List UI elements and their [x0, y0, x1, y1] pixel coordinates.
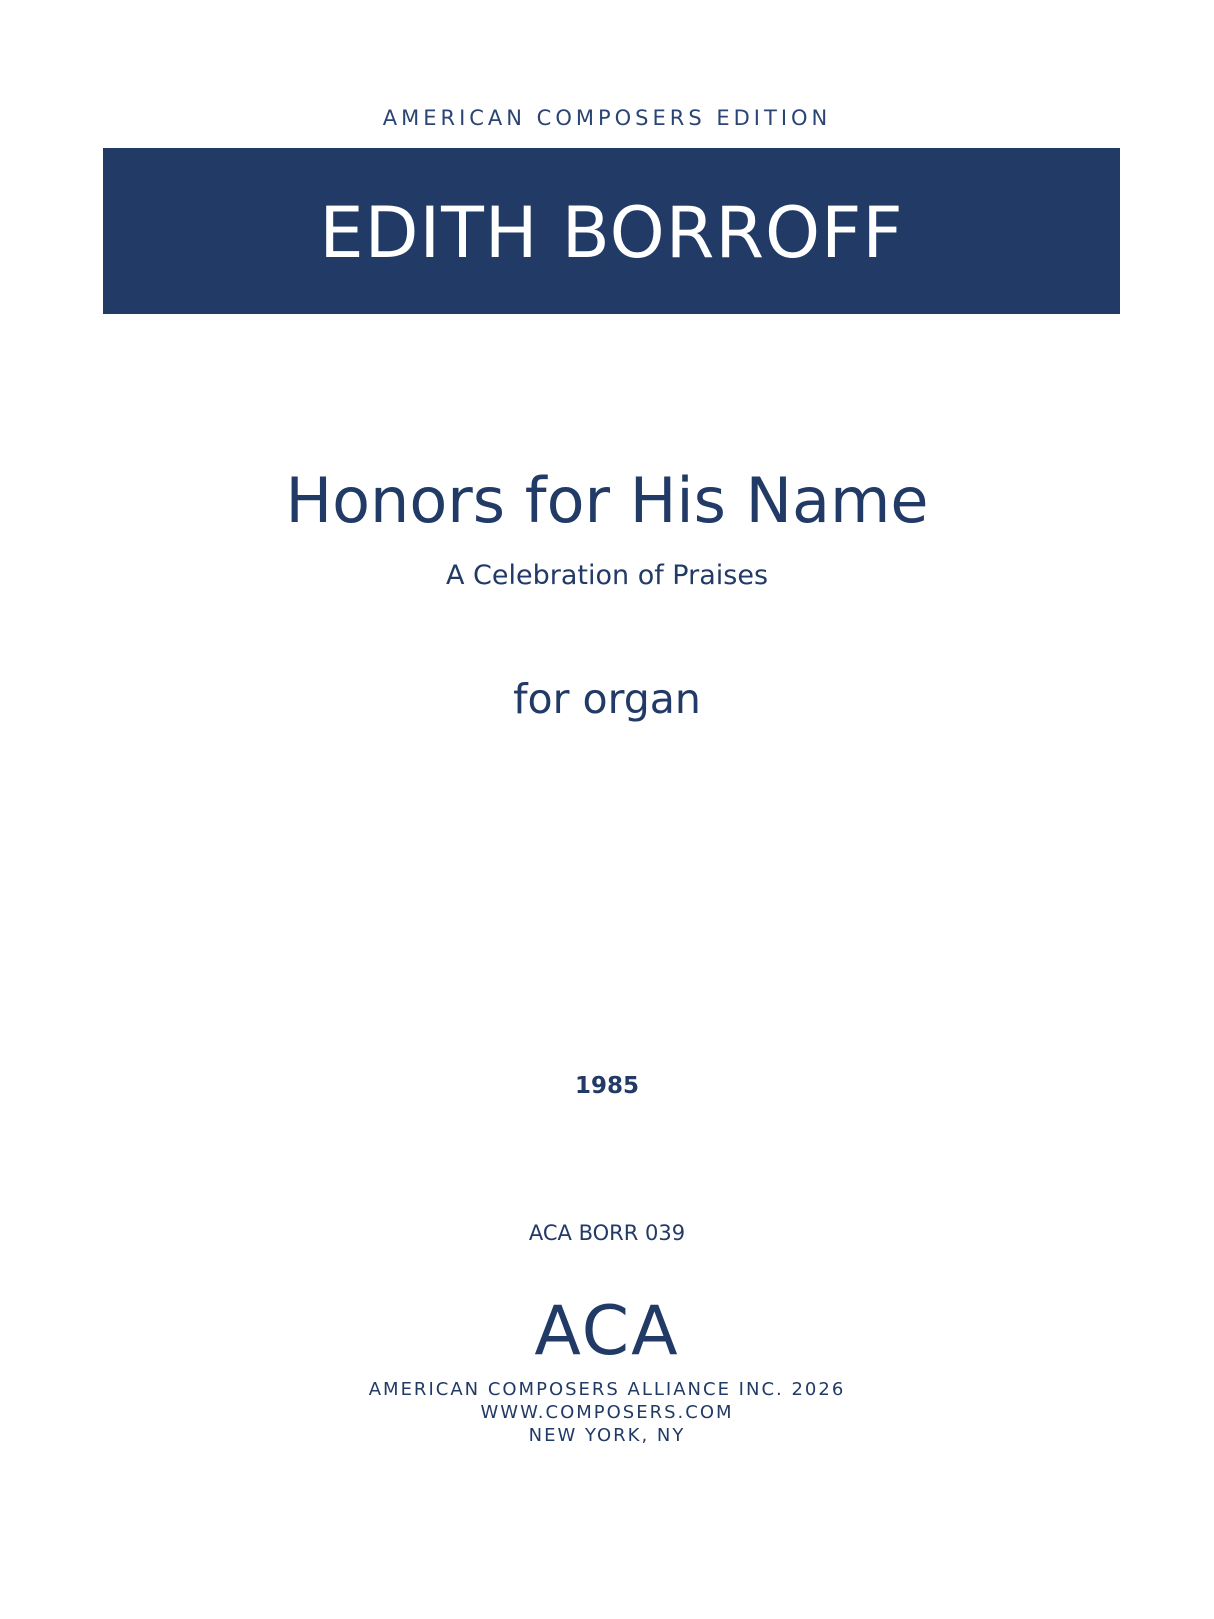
edition-label: AMERICAN COMPOSERS EDITION — [382, 106, 832, 130]
work-subtitle: A Celebration of Praises — [445, 560, 769, 591]
instrumentation: for organ — [513, 675, 701, 723]
aca-logo: ACA — [534, 1292, 680, 1371]
publisher-name: AMERICAN COMPOSERS ALLIANCE INC. 2026 — [368, 1379, 846, 1400]
work-title: Honors for His Name — [285, 464, 929, 537]
composer-banner — [103, 148, 1120, 314]
publisher-website: WWW.COMPOSERS.COM — [480, 1402, 734, 1423]
publisher-location: NEW YORK, NY — [528, 1425, 686, 1446]
composition-year: 1985 — [574, 1073, 639, 1099]
catalog-number: ACA BORR 039 — [528, 1221, 686, 1245]
composer-name: EDITH BORROFF — [319, 192, 904, 274]
